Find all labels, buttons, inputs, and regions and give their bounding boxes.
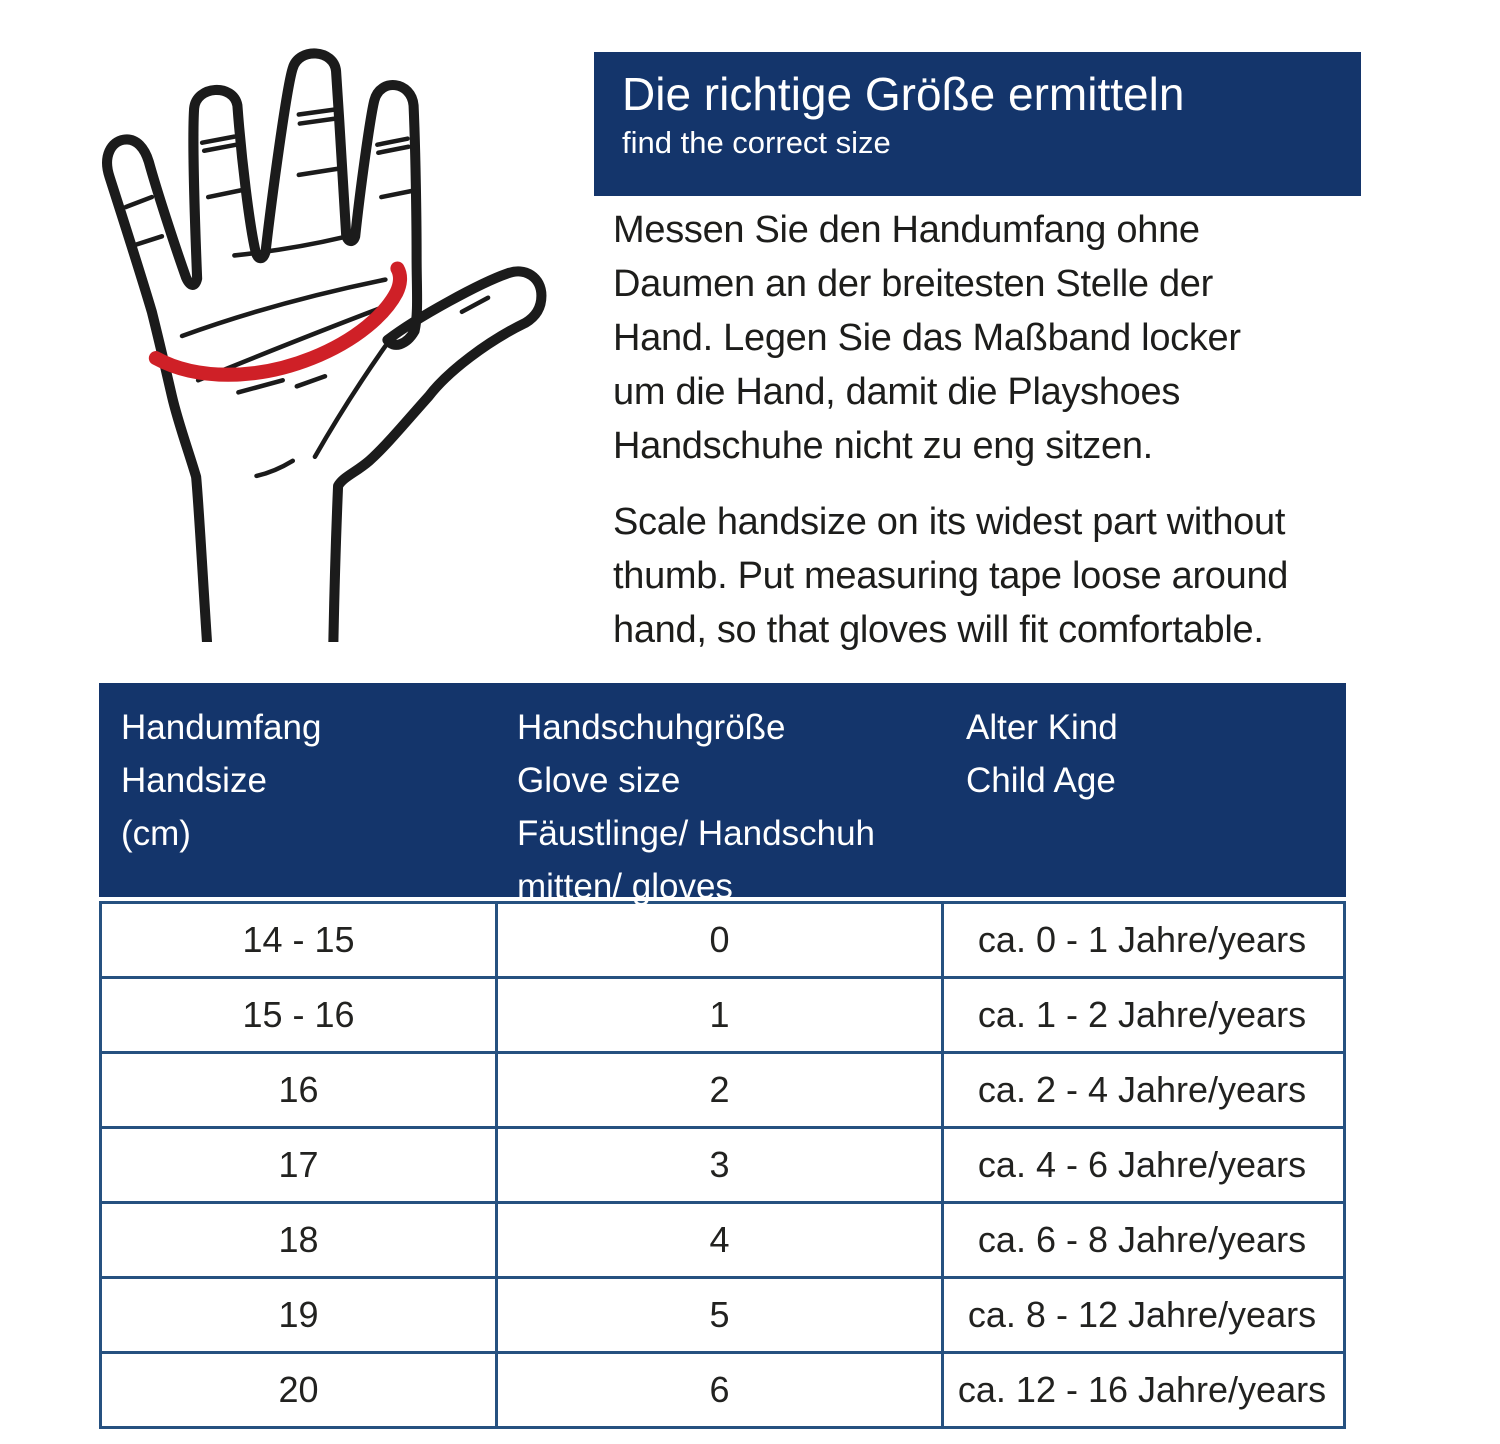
header-line: Fäustlinge/ Handschuh bbox=[517, 814, 875, 853]
size-table-body bbox=[99, 901, 1346, 1429]
cell-handsize: 20 bbox=[278, 1369, 319, 1410]
instructions-german-line: um die Hand, damit die Playshoes bbox=[613, 371, 1181, 413]
cell-child-age: ca. 4 - 6 Jahre/years bbox=[941, 1129, 1340, 1201]
table-row bbox=[102, 976, 1343, 1051]
table-row bbox=[102, 1201, 1343, 1276]
cell-handsize: 16 bbox=[278, 1069, 319, 1110]
instructions-german-line: Messen Sie den Handumfang ohne bbox=[613, 209, 1200, 251]
header-line: Glove size bbox=[517, 761, 681, 800]
instructions-english bbox=[613, 495, 1433, 657]
instructions-english-line: Scale handsize on its widest part without bbox=[613, 501, 1286, 543]
cell-glove-size: 5 bbox=[495, 1279, 941, 1351]
cell-child-age: ca. 8 - 12 Jahre/years bbox=[941, 1279, 1340, 1351]
size-table-header bbox=[99, 683, 1346, 906]
cell-handsize: 18 bbox=[278, 1219, 319, 1260]
size-table bbox=[99, 683, 1346, 1429]
column-header-child-age bbox=[944, 683, 1346, 897]
hand-illustration-svg bbox=[84, 38, 570, 642]
cell-glove-size: 3 bbox=[495, 1129, 941, 1201]
cell-child-age: ca. 6 - 8 Jahre/years bbox=[941, 1204, 1340, 1276]
cell-handsize: 19 bbox=[278, 1294, 319, 1335]
instructions-german-line: Hand. Legen Sie das Maßband locker bbox=[613, 317, 1241, 359]
column-header-handsize bbox=[99, 683, 495, 897]
header-line: (cm) bbox=[121, 814, 191, 853]
cell-handsize: 14 - 15 bbox=[242, 919, 355, 960]
header-line: Alter Kind bbox=[966, 708, 1118, 747]
page-title: Die richtige Größe ermitteln bbox=[622, 68, 1185, 120]
cell-glove-size: 2 bbox=[495, 1054, 941, 1126]
table-row bbox=[102, 1351, 1343, 1426]
cell-glove-size: 6 bbox=[495, 1354, 941, 1426]
instructions-german-line: Handschuhe nicht zu eng sitzen. bbox=[613, 425, 1153, 467]
cell-glove-size: 0 bbox=[495, 904, 941, 976]
header-line: Handumfang bbox=[121, 708, 322, 747]
cell-child-age: ca. 2 - 4 Jahre/years bbox=[941, 1054, 1340, 1126]
instructions-english-line: hand, so that gloves will fit comfortable. bbox=[613, 609, 1264, 651]
table-row bbox=[102, 1276, 1343, 1351]
instructions-german-line: Daumen an der breitesten Stelle der bbox=[613, 263, 1213, 305]
title-box bbox=[594, 52, 1361, 196]
instructions bbox=[613, 203, 1433, 657]
column-header-glove-size bbox=[495, 683, 944, 906]
cell-handsize: 15 - 16 bbox=[242, 994, 355, 1035]
instructions-german bbox=[613, 203, 1433, 473]
cell-child-age: ca. 0 - 1 Jahre/years bbox=[941, 904, 1340, 976]
cell-child-age: ca. 1 - 2 Jahre/years bbox=[941, 979, 1340, 1051]
hand-measure-illustration bbox=[84, 38, 570, 642]
cell-glove-size: 1 bbox=[495, 979, 941, 1051]
table-row bbox=[102, 1051, 1343, 1126]
instructions-english-line: thumb. Put measuring tape loose around bbox=[613, 555, 1289, 597]
table-row bbox=[102, 1126, 1343, 1201]
page-subtitle: find the correct size bbox=[622, 125, 891, 160]
cell-child-age: ca. 12 - 16 Jahre/years bbox=[941, 1354, 1340, 1426]
header-line: Child Age bbox=[966, 761, 1116, 800]
header-line: Handschuhgröße bbox=[517, 708, 786, 747]
table-row bbox=[102, 904, 1343, 976]
header-line: Handsize bbox=[121, 761, 267, 800]
cell-handsize: 17 bbox=[278, 1144, 319, 1185]
header-line: mitten/ gloves bbox=[517, 867, 733, 906]
cell-glove-size: 4 bbox=[495, 1204, 941, 1276]
